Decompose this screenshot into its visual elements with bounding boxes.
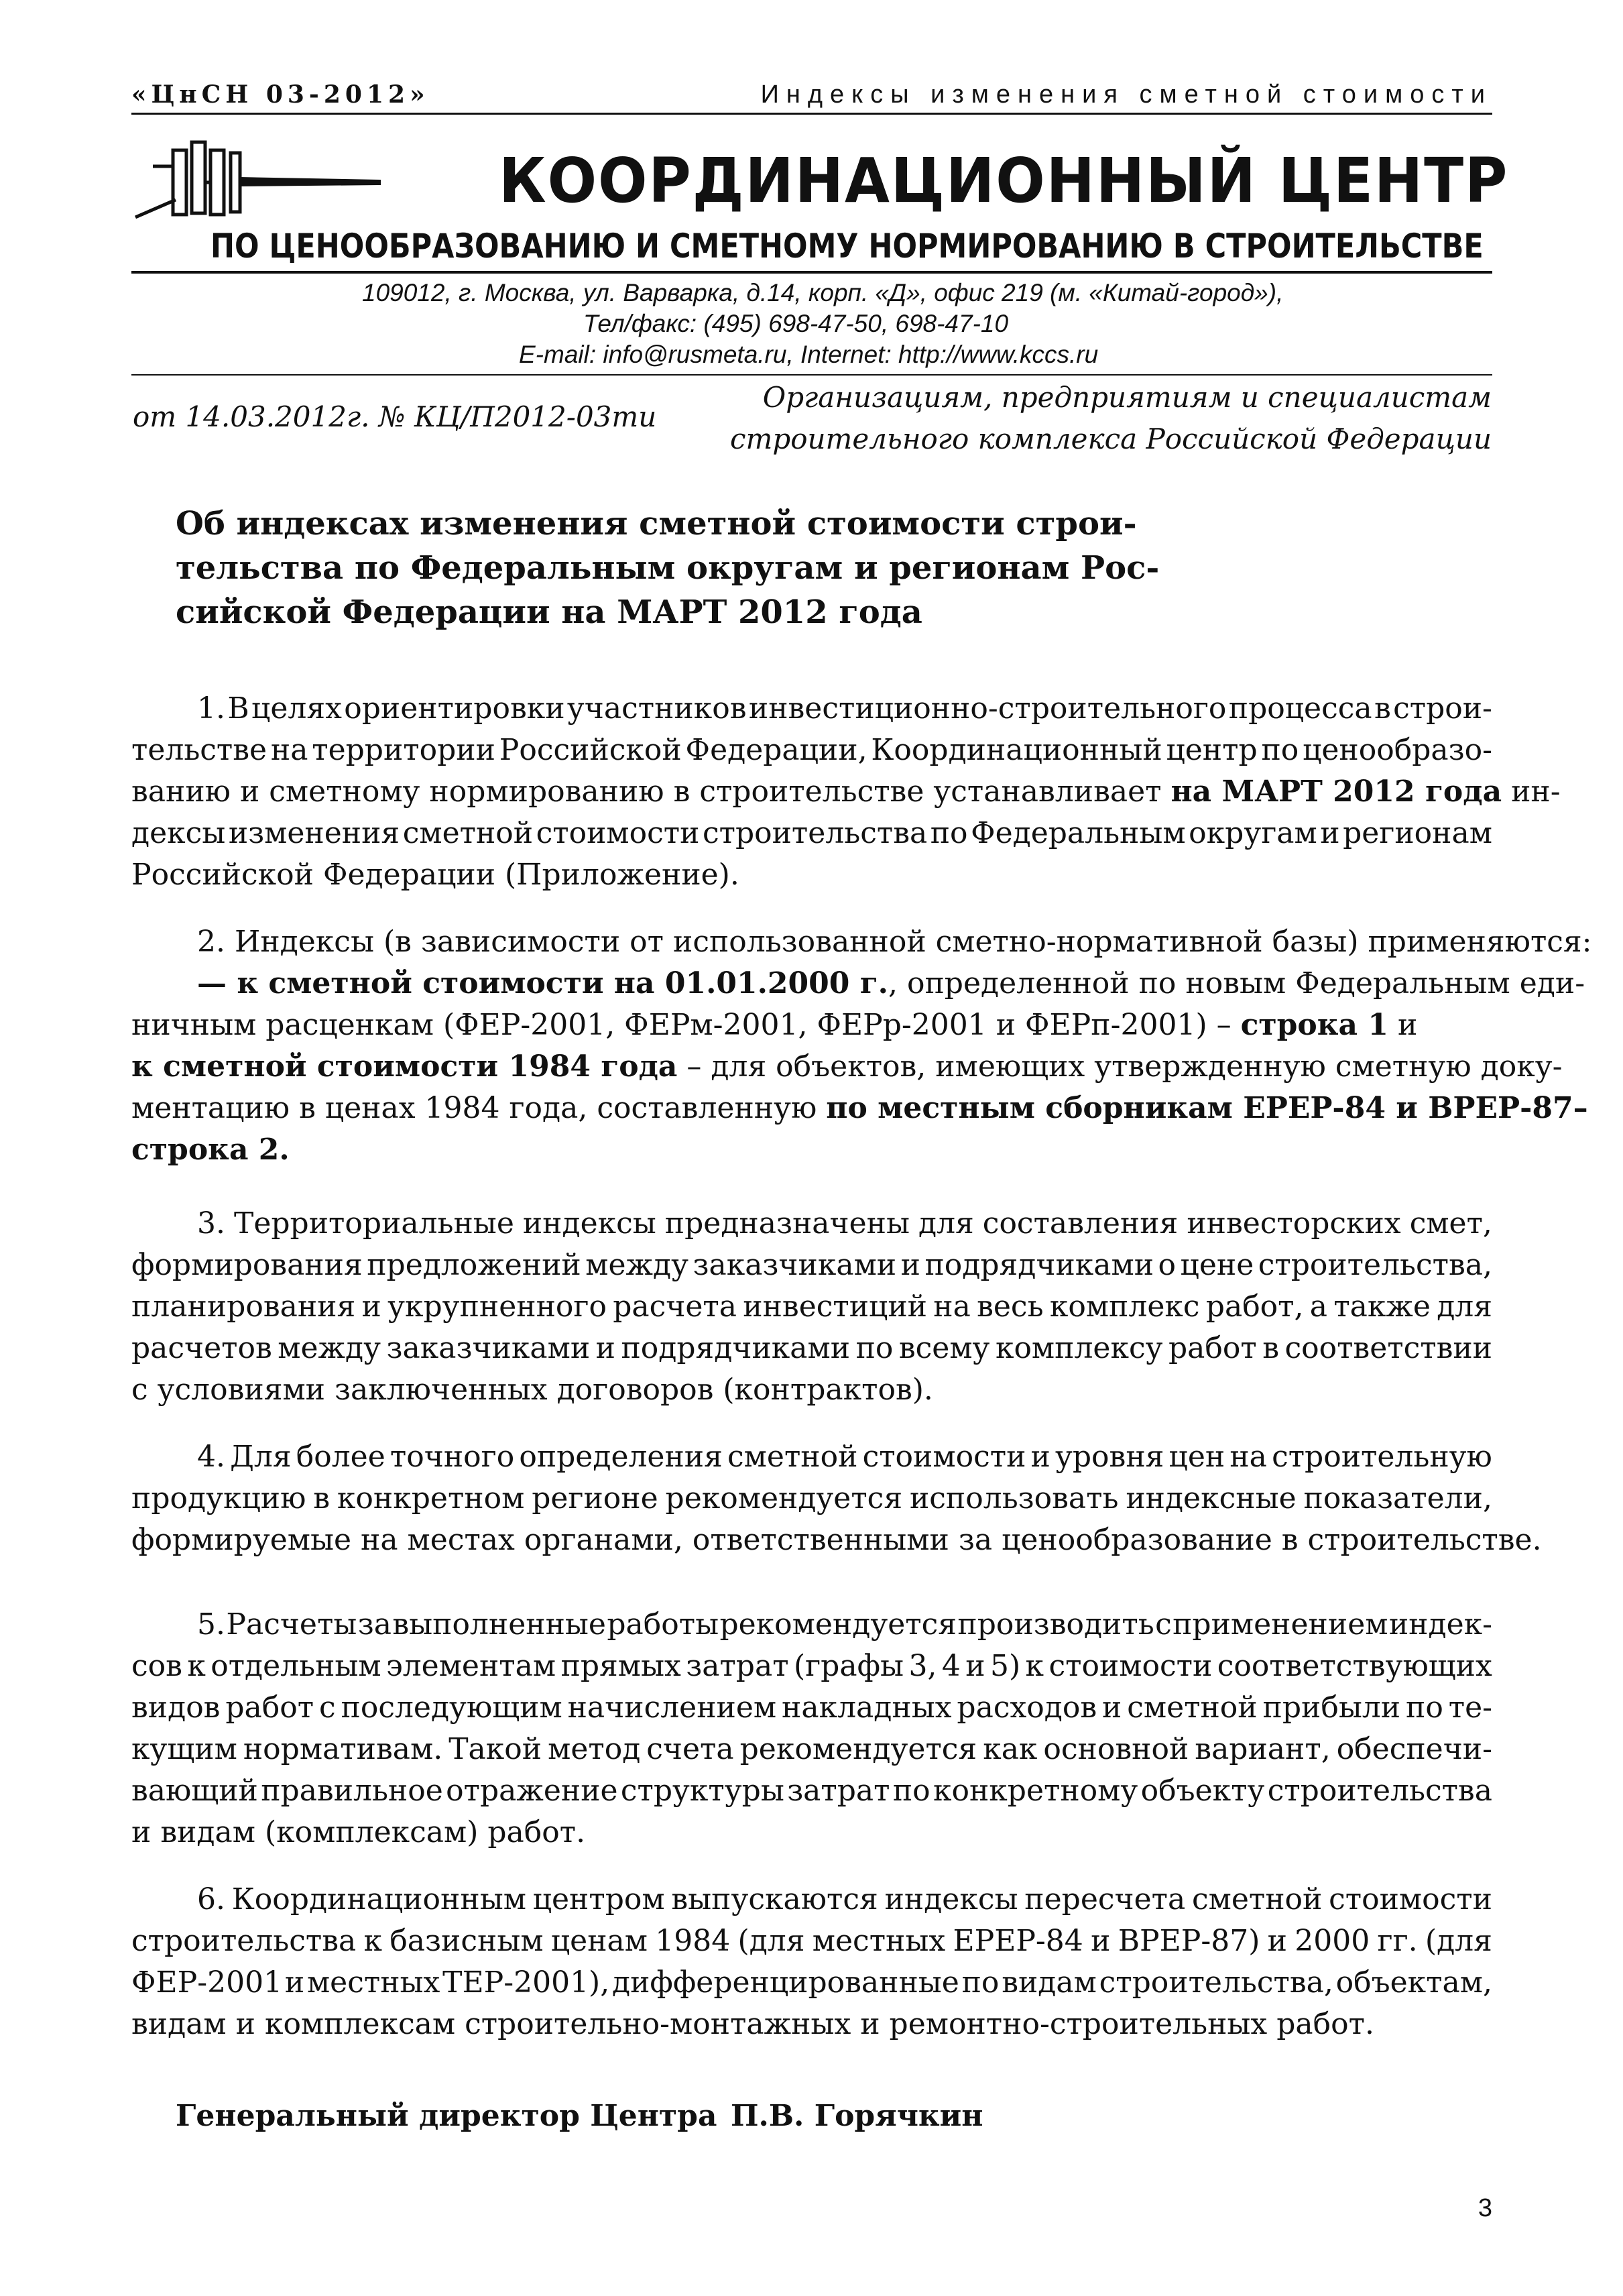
- word: расходов: [957, 1690, 1097, 1725]
- signatory-title: Генеральный директор Центра: [176, 2099, 717, 2133]
- word: и: [1091, 1924, 1111, 1958]
- word: нормативам.: [243, 1732, 443, 1766]
- word: Федерации,: [685, 733, 867, 767]
- word: ценам: [550, 1924, 648, 1958]
- word: дифференцированные: [611, 1965, 959, 2000]
- word: предложений: [367, 1248, 581, 1282]
- bold-text: — к сметной стоимости на 01.01.2000 г.: [197, 966, 888, 1000]
- word: на: [1229, 1440, 1267, 1474]
- word: обеспечи-: [1336, 1732, 1492, 1766]
- word: для: [1437, 1289, 1492, 1324]
- word: инвестиций: [743, 1289, 927, 1324]
- word: элементам: [386, 1649, 556, 1683]
- word: ВРЕР-87): [1118, 1924, 1260, 1958]
- word: 5): [989, 1649, 1021, 1683]
- word: регионам: [1343, 816, 1492, 850]
- word: пересчета: [1024, 1882, 1186, 1916]
- word: индексы: [522, 1206, 656, 1241]
- word: уровня: [1055, 1440, 1164, 1474]
- word: в: [1374, 691, 1391, 726]
- word: строительства: [131, 1924, 357, 1958]
- text: видам и комплексам строительно-монтажных и ремонтно-строительных работ.: [131, 2007, 1374, 2041]
- word: выпускаются: [671, 1882, 878, 1916]
- paragraph-line: [131, 1920, 1492, 1962]
- word: и: [1102, 1690, 1122, 1725]
- word: инвесторских: [1187, 1206, 1401, 1241]
- word: по: [930, 816, 968, 850]
- word: местных: [306, 1965, 440, 2000]
- word: по: [892, 1774, 930, 1808]
- word: начислением: [567, 1690, 777, 1725]
- word: как: [983, 1732, 1038, 1766]
- word: подрядчиками: [621, 1331, 851, 1365]
- word: видам: [1002, 1965, 1097, 2000]
- word: определения: [519, 1440, 723, 1474]
- organization-name: КООРДИНАЦИОННЫЙ ЦЕНТР: [499, 145, 1509, 217]
- recipient-line: Организациям, предприятиям и специалистам: [762, 381, 1492, 414]
- bold-text: на МАРТ 2012 года: [1170, 774, 1502, 809]
- word: Такой: [448, 1732, 542, 1766]
- paragraph-line: [131, 963, 1585, 1005]
- word: и: [1030, 1440, 1050, 1474]
- word: показатели,: [1303, 1481, 1492, 1515]
- word: затрат: [787, 1774, 890, 1808]
- organization-logo: [133, 138, 387, 229]
- word: по: [1406, 1690, 1443, 1725]
- paragraph-line: [131, 1478, 1492, 1519]
- word: по: [1261, 733, 1299, 767]
- paragraph-line: [131, 1812, 1492, 1853]
- word: участников: [566, 691, 747, 726]
- word: ориентировки: [344, 691, 565, 726]
- word: объекту: [1140, 1774, 1265, 1808]
- word: отдельным: [211, 1649, 381, 1683]
- word: рекомендуется: [719, 1607, 957, 1642]
- word: а: [1309, 1289, 1328, 1324]
- text: и: [1388, 1008, 1418, 1042]
- letter-title: [176, 502, 1160, 634]
- word: 3.: [197, 1206, 225, 1241]
- text: 2. Индексы (в зависимости от использованной сметно-нормативной базы) применяются:: [197, 925, 1592, 959]
- word: ФЕР-2001: [131, 1965, 283, 2000]
- paragraph-line: [131, 1088, 1588, 1129]
- word: индексные: [1126, 1481, 1297, 1515]
- title-line: Об индексах изменения сметной стоимости строи-: [176, 505, 1137, 542]
- word: между: [585, 1248, 688, 1282]
- word: в: [1262, 1331, 1279, 1365]
- word: Территориальные: [233, 1206, 514, 1241]
- word: заказчиками: [386, 1331, 591, 1365]
- word: работ,: [1205, 1289, 1304, 1324]
- bold-text: строка 2.: [131, 1133, 290, 1167]
- paragraph-line: [131, 688, 1492, 730]
- letterhead-rule: [131, 271, 1492, 274]
- word: рекомендуется: [665, 1481, 903, 1515]
- word: расчета: [613, 1289, 737, 1324]
- word: стоимости: [1048, 1649, 1213, 1683]
- paragraph-6: [131, 1879, 1492, 2045]
- word: округам: [1189, 816, 1317, 850]
- word: конкретном: [337, 1481, 525, 1515]
- word: комплексу: [995, 1331, 1163, 1365]
- word: более: [296, 1440, 385, 1474]
- text: ничным расценкам (ФЕР-2001, ФЕРм-2001, ФЕРр-2001 и ФЕРп-2001) –: [131, 1008, 1241, 1042]
- word: и: [1320, 816, 1340, 850]
- word: сметной: [1191, 1882, 1323, 1916]
- bold-text: строка 1: [1240, 1008, 1388, 1042]
- word: инвестиционно-строительного: [748, 691, 1227, 726]
- word: 3,: [908, 1649, 937, 1683]
- word: продукцию: [131, 1481, 306, 1515]
- word: с: [1155, 1607, 1172, 1642]
- word: те-: [1448, 1690, 1492, 1725]
- word: и: [284, 1965, 305, 2000]
- organization-email: E-mail: info@rusmeta.ru, Internet: http://www.kccs.ru: [519, 341, 1099, 368]
- word: (графы: [793, 1649, 904, 1683]
- paragraph-line: [131, 1286, 1492, 1328]
- word: строительства: [702, 816, 928, 850]
- word: Федеральным: [971, 816, 1186, 850]
- word: вающий: [131, 1774, 258, 1808]
- word: применением: [1173, 1607, 1388, 1642]
- word: в: [313, 1481, 330, 1515]
- word: формирования: [131, 1248, 363, 1282]
- word: соответствии: [1284, 1331, 1492, 1365]
- word: работы: [607, 1607, 719, 1642]
- word: последующим: [341, 1690, 562, 1725]
- word: 1984: [655, 1924, 731, 1958]
- word: строительства,: [1099, 1965, 1333, 2000]
- word: целях: [251, 691, 342, 726]
- paragraph-4: [131, 1436, 1542, 1561]
- word: строительства: [1267, 1774, 1492, 1808]
- running-header-title: Индексы изменения сметной стоимости: [760, 80, 1492, 109]
- word: стоимости: [862, 1440, 1026, 1474]
- word: (для: [737, 1924, 805, 1958]
- bold-text: по местным сборникам ЕРЕР-84 и ВРЕР-87–: [826, 1091, 1588, 1125]
- title-line: сийской Федерации на МАРТ 2012 года: [176, 593, 922, 631]
- header-rule: [131, 113, 1492, 115]
- paragraph-line: [131, 1046, 1563, 1088]
- signatory-name: П.В. Горячкин: [731, 2099, 983, 2133]
- text: Российской Федерации (Приложение).: [131, 858, 739, 892]
- word: Для: [230, 1440, 292, 1474]
- paragraph-line: [131, 1729, 1492, 1770]
- word: индексы: [884, 1882, 1018, 1916]
- paragraph-line: [131, 771, 1561, 813]
- word: планирования: [131, 1289, 356, 1324]
- paragraph-line: [131, 1879, 1492, 1920]
- word: к: [1025, 1649, 1044, 1683]
- word: с: [318, 1690, 336, 1725]
- word: Координационный: [871, 733, 1162, 767]
- word: предназначены: [664, 1206, 910, 1241]
- word: стоимости: [536, 816, 700, 850]
- text: ванию и сметному нормированию в строительстве устанавливает: [131, 774, 1171, 809]
- paragraph-line: [131, 1245, 1492, 1286]
- word: за: [357, 1607, 392, 1642]
- word: видов: [131, 1690, 221, 1725]
- paragraph-line: [131, 730, 1492, 771]
- paragraph-line: [131, 921, 1592, 963]
- page-number: 3: [1478, 2194, 1492, 2222]
- title-line: тельства по Федеральным округам и регионам Рос-: [176, 549, 1160, 587]
- recipient-block: [730, 377, 1492, 460]
- word: Координационным: [231, 1882, 526, 1916]
- word: производить: [957, 1607, 1154, 1642]
- word: метод: [548, 1732, 641, 1766]
- text: формируемые на местах органами, ответственными за ценообразование в строительстве.: [131, 1523, 1542, 1557]
- word: Российской: [499, 733, 682, 767]
- paragraph-line: [131, 2004, 1492, 2045]
- word: сметной: [402, 816, 534, 850]
- word: 4.: [197, 1440, 225, 1474]
- word: (для: [1425, 1924, 1492, 1958]
- word: и: [361, 1289, 381, 1324]
- word: рекомендуется: [739, 1732, 977, 1766]
- word: основной: [1043, 1732, 1189, 1766]
- word: центр: [1166, 733, 1258, 767]
- word: и: [1267, 1924, 1287, 1958]
- word: Расчеты: [226, 1607, 357, 1642]
- word: затрат: [686, 1649, 789, 1683]
- word: сметной: [727, 1440, 858, 1474]
- word: индек-: [1388, 1607, 1492, 1642]
- word: между: [278, 1331, 381, 1365]
- word: работ: [225, 1690, 314, 1725]
- word: цене: [1180, 1248, 1254, 1282]
- word: цен: [1168, 1440, 1225, 1474]
- paragraph-line: [131, 1203, 1492, 1245]
- text: с условиями заключенных договоров (контрактов).: [131, 1373, 933, 1407]
- word: изменения: [228, 816, 400, 850]
- word: и: [965, 1649, 985, 1683]
- word: дексы: [131, 816, 226, 850]
- organization-phone: Тел/факс: (495) 698-47-50, 698-47-10: [583, 310, 1009, 337]
- word: объектам,: [1335, 1965, 1492, 2000]
- word: комплекс: [1049, 1289, 1200, 1324]
- word: строи-: [1393, 691, 1492, 726]
- paragraph-line: [131, 1436, 1492, 1478]
- paragraph-line: [131, 854, 1492, 896]
- paragraph-line: [131, 1129, 1492, 1171]
- paragraph-line: [131, 1962, 1492, 2004]
- paragraph-line: [131, 813, 1492, 854]
- word: гг.: [1377, 1924, 1418, 1958]
- word: смет,: [1409, 1206, 1492, 1241]
- word: соответствующих: [1217, 1649, 1492, 1683]
- word: В: [227, 691, 249, 726]
- word: заказчиками: [693, 1248, 897, 1282]
- word: для: [918, 1206, 974, 1241]
- word: 4: [941, 1649, 961, 1683]
- paragraph-line: [131, 1646, 1492, 1687]
- address-rule: [131, 374, 1492, 376]
- word: расчетов: [131, 1331, 272, 1365]
- word: кущим: [131, 1732, 237, 1766]
- letter-reference: от 14.03.2012г. № КЦ/П2012-03ти: [133, 400, 657, 433]
- paragraph-line: [131, 1604, 1492, 1646]
- paragraph-line: [131, 1005, 1492, 1046]
- paragraph-line: [131, 1770, 1492, 1812]
- word: к: [363, 1924, 383, 1958]
- paragraph-line: [131, 1687, 1492, 1729]
- word: прямых: [560, 1649, 681, 1683]
- word: сметной: [1127, 1690, 1258, 1725]
- word: подрядчиками: [924, 1248, 1154, 1282]
- word: 6.: [197, 1882, 225, 1916]
- word: к: [187, 1649, 206, 1683]
- word: вариант,: [1195, 1732, 1331, 1766]
- word: правильное: [261, 1774, 443, 1808]
- word: регионе: [532, 1481, 658, 1515]
- text: ин-: [1502, 774, 1561, 809]
- paragraph-line: [131, 1519, 1542, 1561]
- word: ТЕР-2001),: [442, 1965, 610, 2000]
- word: ЕРЕР-84: [953, 1924, 1083, 1958]
- word: и: [595, 1331, 615, 1365]
- word: строительную: [1272, 1440, 1492, 1474]
- word: центром: [532, 1882, 665, 1916]
- word: всему: [898, 1331, 990, 1365]
- word: конкретному: [933, 1774, 1138, 1808]
- paragraph-line: [131, 1328, 1492, 1369]
- word: весь: [977, 1289, 1044, 1324]
- word: тельстве: [131, 733, 267, 767]
- word: укрупненного: [387, 1289, 607, 1324]
- word: прибыли: [1262, 1690, 1401, 1725]
- organization-address: 109012, г. Москва, ул. Варварка, д.14, корп. «Д», офис 219 (м. «Китай-город»),: [362, 279, 1284, 306]
- word: о: [1158, 1248, 1177, 1282]
- word: местных: [812, 1924, 946, 1958]
- text: ментацию в ценах 1984 года, составленную: [131, 1091, 827, 1125]
- paragraph-3: [131, 1203, 1492, 1411]
- word: накладных: [782, 1690, 952, 1725]
- word: территории: [312, 733, 495, 767]
- word: точного: [389, 1440, 515, 1474]
- bold-text: к сметной стоимости 1984 года: [131, 1049, 678, 1084]
- word: на: [933, 1289, 971, 1324]
- word: и: [900, 1248, 920, 1282]
- paragraph-1: [131, 688, 1561, 896]
- word: составления: [982, 1206, 1179, 1241]
- word: использовать: [909, 1481, 1119, 1515]
- word: на: [270, 733, 308, 767]
- word: счета: [646, 1732, 734, 1766]
- word: структуры: [620, 1774, 784, 1808]
- word: работ: [1168, 1331, 1257, 1365]
- paragraph-2: [131, 921, 1592, 1171]
- paragraph-5: [131, 1604, 1492, 1853]
- running-header-code: «ЦнСН 03-2012»: [131, 80, 430, 109]
- paragraph-line: [131, 1369, 1492, 1411]
- text: и видам (комплексам) работ.: [131, 1815, 586, 1849]
- word: строительства,: [1258, 1248, 1492, 1282]
- word: процесса: [1228, 691, 1372, 726]
- word: также: [1333, 1289, 1431, 1324]
- word: 2000: [1295, 1924, 1370, 1958]
- text: , определенной по новым Федеральным еди-: [888, 966, 1585, 1000]
- word: 5.: [197, 1607, 225, 1642]
- word: стоимости: [1329, 1882, 1492, 1916]
- word: сов: [131, 1649, 182, 1683]
- word: базисным: [389, 1924, 544, 1958]
- organization-subtitle: ПО ЦЕНООБРАЗОВАНИЮ И СМЕТНОМУ НОРМИРОВАНИЮ В СТРОИТЕЛЬСТВЕ: [211, 227, 1484, 266]
- word: 1.: [197, 691, 225, 726]
- recipient-line: строительного комплекса Российской Федерации: [729, 422, 1492, 455]
- word: ценообразо-: [1303, 733, 1492, 767]
- word: по: [855, 1331, 894, 1365]
- text: – для объектов, имеющих утвержденную сметную доку-: [677, 1049, 1563, 1084]
- word: отражение: [446, 1774, 618, 1808]
- word: по: [961, 1965, 1000, 2000]
- word: выполненные: [392, 1607, 606, 1642]
